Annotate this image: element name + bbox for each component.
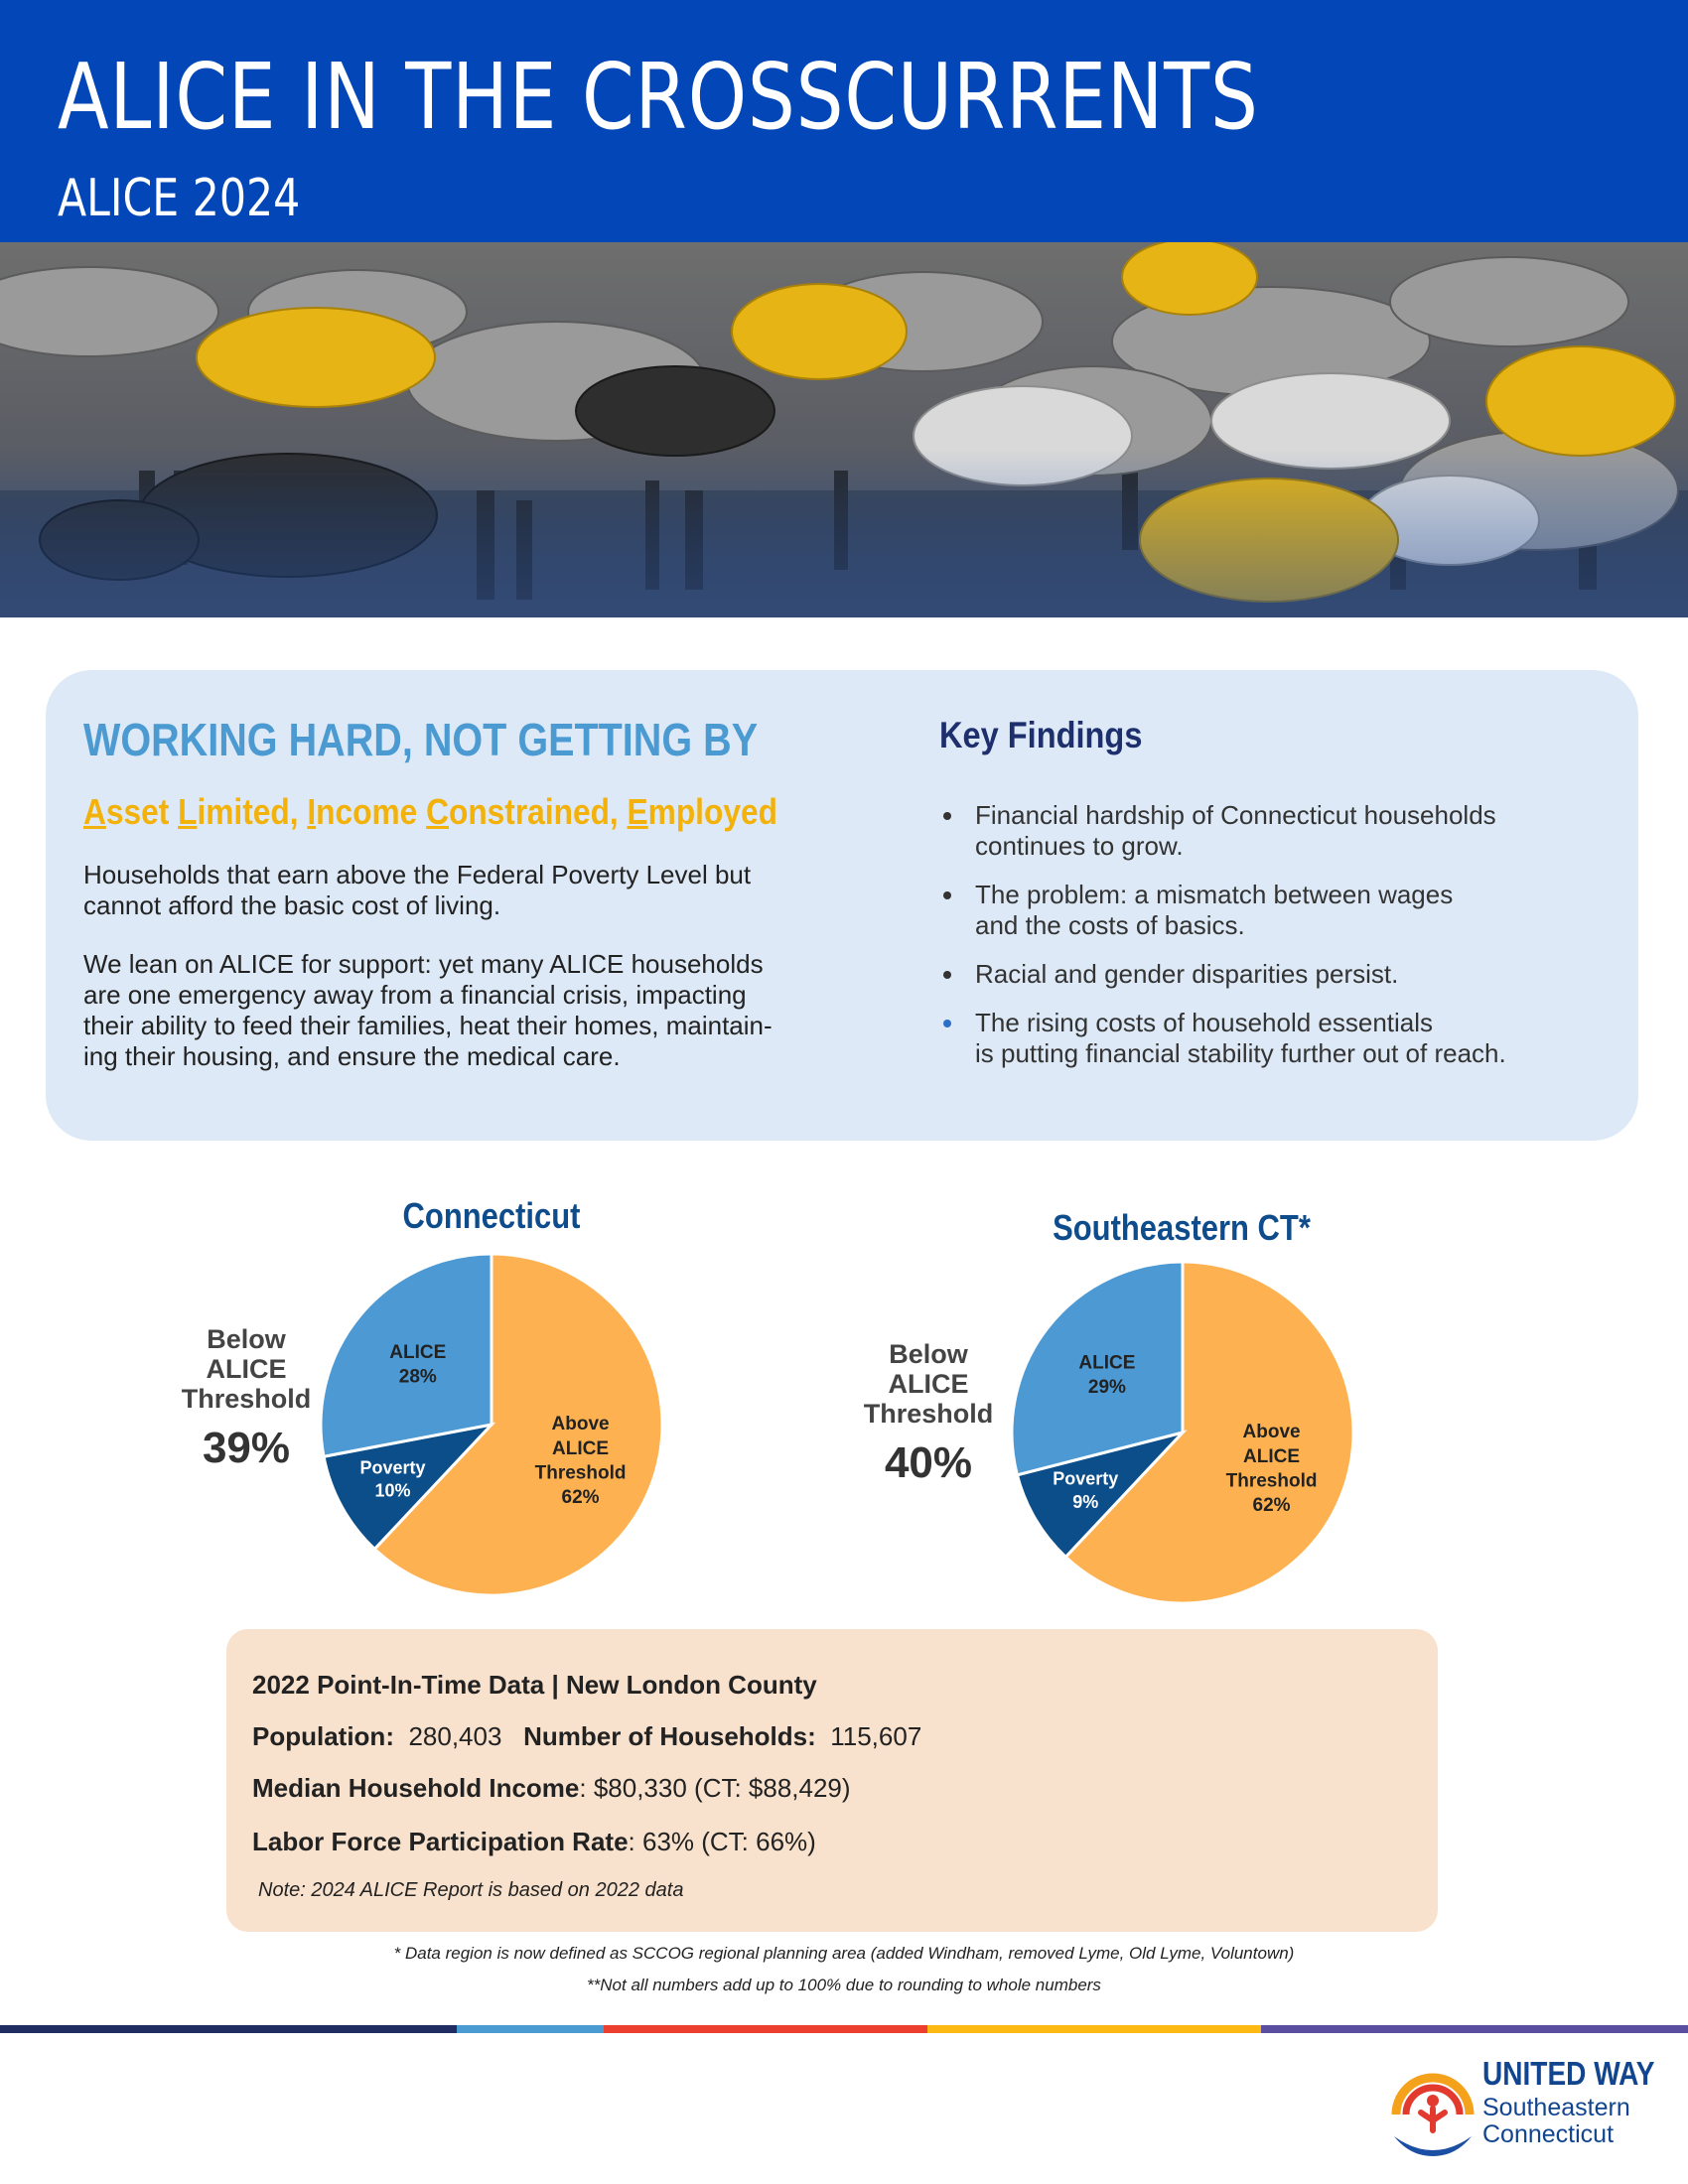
finding-line: Financial hardship of Connecticut households: [975, 800, 1496, 830]
alice-acronym: [83, 791, 777, 833]
text-line: their ability to feed their families, heat their homes, maintain-: [83, 1011, 773, 1040]
acronym-initial: E: [627, 791, 648, 832]
bullet-icon: [943, 1020, 951, 1027]
population-value: 280,403: [408, 1721, 502, 1751]
working-hard-title: WORKING HARD, NOT GETTING BY: [83, 714, 759, 765]
key-findings-list: [939, 800, 1575, 1087]
pie-label-above-alice-threshold: Above ALICE Threshold 62%: [534, 1414, 627, 1509]
hero-umbrella-photo: [0, 242, 1688, 617]
text-line: ing their housing, and ensure the medical care.: [83, 1041, 621, 1071]
logo-name: UNITED WAY: [1482, 2055, 1655, 2092]
definition-paragraph: [83, 860, 838, 921]
acronym-initial: A: [83, 791, 106, 832]
acronym-rest: ncome: [316, 791, 427, 832]
label-line: ALICE: [888, 1369, 969, 1399]
se-below-threshold-label: [839, 1339, 1018, 1486]
label-line: Below: [889, 1339, 968, 1369]
logo-line: Connecticut: [1482, 2120, 1615, 2148]
support-paragraph: [83, 949, 838, 1072]
key-findings-title: Key Findings: [939, 715, 1143, 755]
population-label: Population:: [252, 1721, 394, 1751]
text-line: are one emergency away from a financial crisis, impacting: [83, 980, 747, 1010]
stripe-segment: [1261, 2025, 1688, 2033]
footnote-rounding: **Not all numbers add up to 100% due to rounding to whole numbers: [587, 1976, 1101, 1994]
list-item: [939, 800, 1575, 862]
stripe-segment: [457, 2025, 604, 2033]
pie-label-poverty: Poverty 10%: [359, 1457, 426, 1501]
acronym-rest: imited,: [197, 791, 308, 832]
label-line: Threshold: [181, 1384, 312, 1414]
stripe-segment: [927, 2025, 1261, 2033]
pit-labor-row: [252, 1827, 816, 1857]
connecticut-pie-chart: [318, 1251, 665, 1598]
pit-income-row: [252, 1773, 851, 1804]
pie-label-alice: ALICE 28%: [389, 1341, 447, 1388]
pie-label-poverty: Poverty 9%: [1053, 1468, 1119, 1512]
households-value: 115,607: [830, 1721, 922, 1751]
finding-line: and the costs of basics.: [975, 910, 1245, 940]
acronym-rest: mployed: [647, 791, 777, 832]
bullet-icon: [943, 891, 951, 899]
text-line: cannot afford the basic cost of living.: [83, 890, 501, 920]
acronym-initial: C: [426, 791, 449, 832]
pie-label-above-alice-threshold: Above ALICE Threshold 62%: [1225, 1422, 1318, 1517]
label-line: ALICE: [206, 1354, 287, 1384]
text-line: We lean on ALICE for support: yet many ALICE households: [83, 949, 764, 979]
logo-subtitle: [1482, 2095, 1630, 2148]
footnote-region: * Data region is now defined as SCCOG regional planning area (added Windham, removed Lyme, Old Lyme, Voluntown): [393, 1944, 1295, 1963]
acronym-rest: onstrained,: [448, 791, 628, 832]
southeastern-pie-chart: [1009, 1259, 1356, 1606]
connecticut-chart-title: Connecticut: [402, 1195, 581, 1236]
report-title: ALICE IN THE CROSSCURRENTS: [58, 44, 1259, 150]
acronym-initial: L: [178, 791, 198, 832]
pie-label-alice: ALICE 29%: [1078, 1352, 1136, 1398]
united-way-logo-icon: [1386, 2053, 1479, 2174]
stripe-segment: [0, 2025, 457, 2033]
southeastern-chart-title: [1028, 1207, 1336, 1249]
labor-label: Labor Force Participation Rate: [252, 1827, 629, 1856]
logo-line: Southeastern: [1482, 2094, 1630, 2121]
finding-line: The rising costs of household essentials: [975, 1008, 1434, 1037]
ct-below-threshold-pct: 39%: [202, 1424, 291, 1472]
label-line: Below: [207, 1324, 286, 1354]
ct-below-threshold-label: [157, 1324, 336, 1471]
stripe-segment: [604, 2025, 927, 2033]
bullet-icon: [943, 812, 951, 820]
title-asterisk: *: [1298, 1207, 1311, 1248]
pit-heading: [252, 1670, 817, 1701]
labor-value: : 63% (CT: 66%): [628, 1827, 816, 1856]
se-below-threshold-pct: 40%: [884, 1438, 973, 1487]
pit-note: Note: 2024 ALICE Report is based on 2022 data: [258, 1879, 684, 1901]
title-text: Southeastern CT: [1053, 1207, 1299, 1248]
list-item: [939, 959, 1575, 990]
acronym-rest: sset: [105, 791, 179, 832]
income-value: : $80,330 (CT: $88,429): [579, 1773, 851, 1803]
pit-heading-text: 2022 Point-In-Time Data | New London County: [252, 1670, 817, 1700]
finding-line: The problem: a mismatch between wages: [975, 880, 1454, 909]
label-line: Threshold: [863, 1399, 994, 1429]
list-item: [939, 880, 1575, 941]
pit-population-row: [252, 1721, 921, 1752]
header-banner: [0, 0, 1688, 242]
income-label: Median Household Income: [252, 1773, 580, 1803]
acronym-initial: I: [307, 791, 317, 832]
report-subtitle: ALICE 2024: [58, 169, 301, 228]
finding-line: continues to grow.: [975, 831, 1184, 861]
list-item: [939, 1008, 1575, 1069]
finding-line: Racial and gender disparities persist.: [975, 959, 1399, 989]
bullet-icon: [943, 971, 951, 979]
text-line: Households that earn above the Federal Poverty Level but: [83, 860, 752, 889]
households-label: Number of Households:: [523, 1721, 816, 1751]
finding-line: is putting financial stability further out of reach.: [975, 1038, 1506, 1068]
